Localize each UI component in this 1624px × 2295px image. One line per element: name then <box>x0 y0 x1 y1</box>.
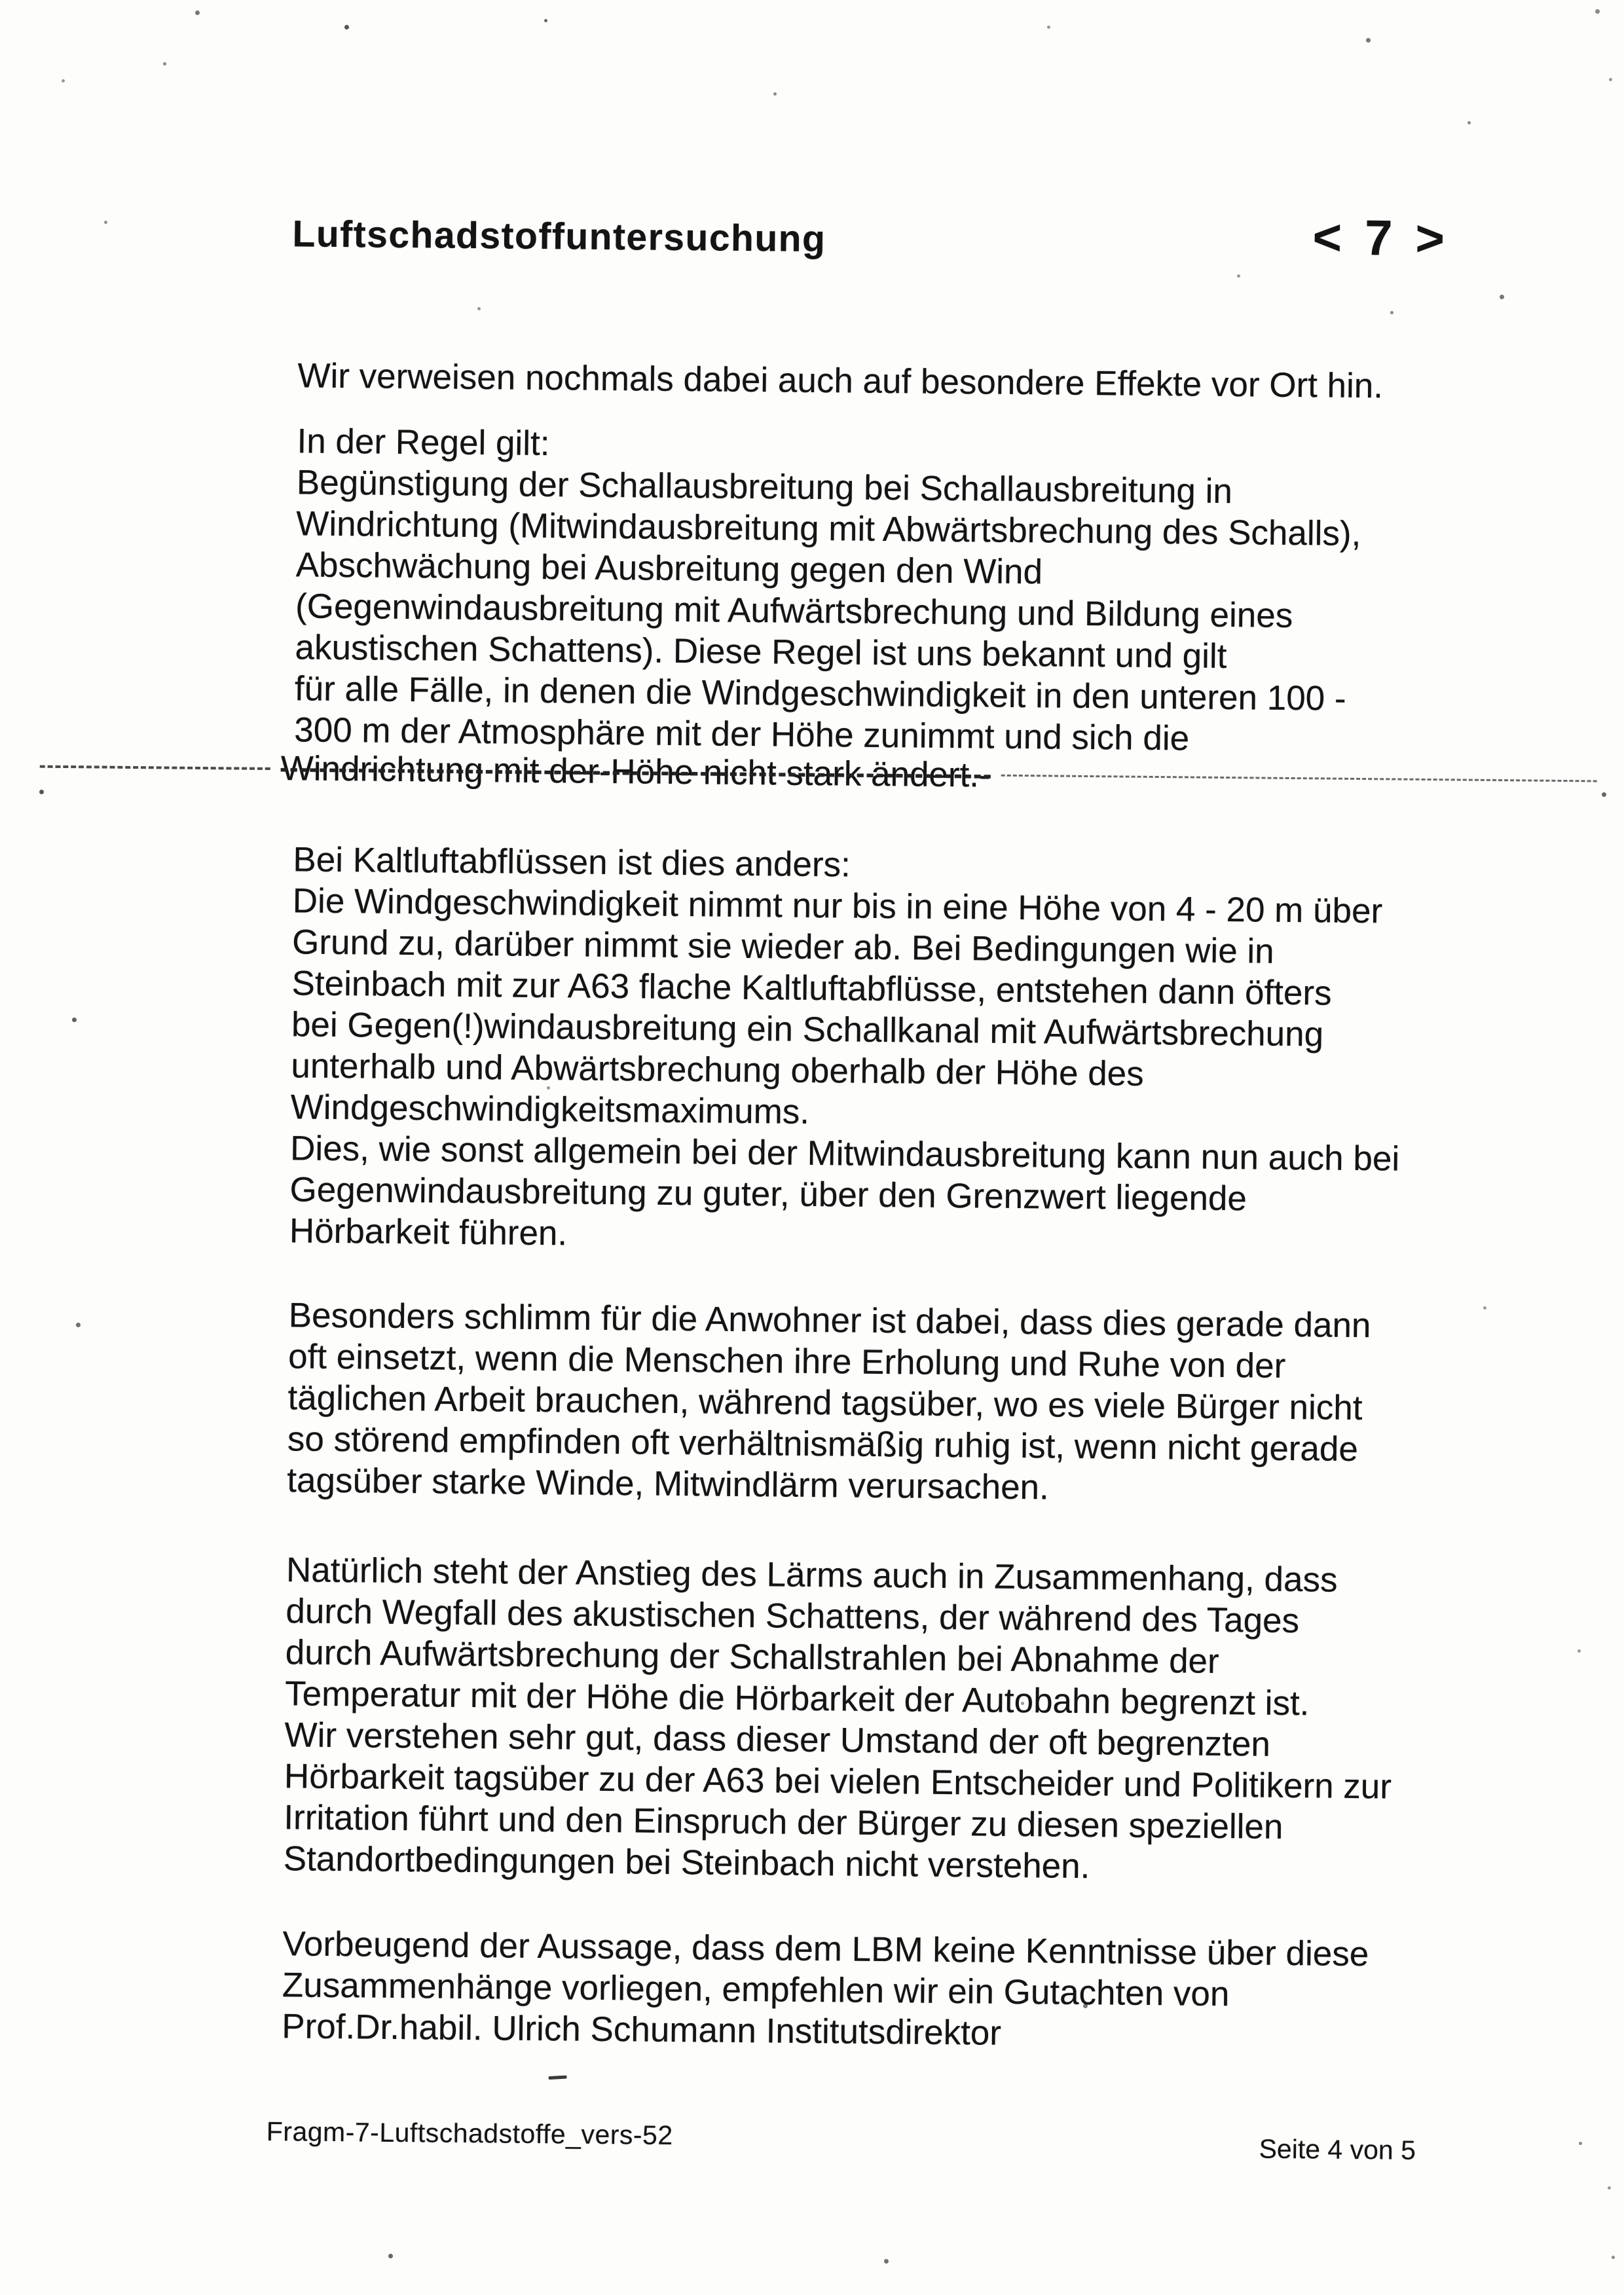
struck-line-text: Windrichtung mit der-Höhe nicht stark ändert.- <box>280 749 991 795</box>
paragraph-intro: Wir verweisen nochmals dabei auch auf besondere Effekte vor Ort hin. <box>297 356 1384 406</box>
paragraph-anwohner: Besonders schlimm für die Anwohner ist dabei, dass dies gerade dann oft einsetzt, wenn die Menschen ihre Erholung und Ruhe von der täglichen Arbeit brauchen, während tagsüber, wo es viele Bürger nicht so störend empfinden oft verhältnismäßig ruhig ist, wenn nicht gerade tagsüber starke Winde, Mitwindlärm verursachen. <box>287 1296 1371 1507</box>
page-number-marker: < 7 > <box>1312 210 1450 267</box>
fold-line-right <box>1001 775 1597 782</box>
paragraph-gutachten: Vorbeugend der Aussage, dass dem LBM keine Kenntnisse über diese Zusammenhänge vorliegen, empfehlen wir ein Gutachten von Prof.Dr.habil. Ulrich Schumann Institutsdirektor <box>282 1924 1369 2053</box>
paragraph-kaltluft: Bei Kaltluftabflüssen ist dies anders: Die Windgeschwindigkeit nimmt nur bis in eine Höhe von 4 - 20 m über Grund zu, darüber nimmt sie wieder ab. Bei Bedingungen wie in Steinbach mit zur A63 flache Kaltluftabflüsse, entstehen dann öfters bei Gegen(!)windausbreitung ein Schallkanal mit Aufwärtsbrechung unterhalb und Abwärtsbrechung oberhalb der Höhe des Windgeschwindigkeitsmaximums. Dies, wie sonst allgemein bei der Mitwindausbreitung kann nun auch bei Gegenwindausbreitung zu guter, über den Grenzwert liegende Hörbarkeit führen. <box>289 840 1400 1253</box>
footer-page-indicator: Seite 4 von 5 <box>1259 2133 1416 2165</box>
stray-pen-mark <box>548 2075 566 2080</box>
paragraph-rule: In der Regel gilt: Begünstigung der Schallausbreitung bei Schallausbreitung in Windrichtung (Mitwindausbreitung mit Abwärtsbrechung des Schalls), Abschwächung bei Ausbreitung gegen den Wind (Gegenwindausbreitung mit Aufwärtsbrechung und Bildung eines akustischen Schattens). Diese Regel ist uns bekannt und gilt für alle Fälle, in denen die Windgeschwindigkeit in den unteren 100 - 300 m der Atmosphäre mit der Höhe zunimmt und sich die <box>294 422 1361 758</box>
paragraph-laerm: Natürlich steht der Anstieg des Lärms auch in Zusammenhang, dass durch Wegfall des akustischen Schattens, der während des Tages durch Aufwärtsbrechung der Schallstrahlen bei Abnahme der Temperatur mit der Höhe die Hörbarkeit der Autobahn begrenzt ist. Wir verstehen sehr gut, dass dieser Umstand der oft begrenzten Hörbarkeit tagsüber zu der A63 bei vielen Entscheider und Politikern zur Irritation führt und den Einspruch der Bürger zu diesen speziellen Standortbedingungen bei Steinbach nicht verstehen. <box>283 1551 1392 1886</box>
footer-filename: Fragm-7-Luftschadstoffe_vers-52 <box>266 2116 673 2151</box>
page-title: Luftschadstoffuntersuchung <box>292 213 826 261</box>
fold-line-left <box>40 765 270 769</box>
